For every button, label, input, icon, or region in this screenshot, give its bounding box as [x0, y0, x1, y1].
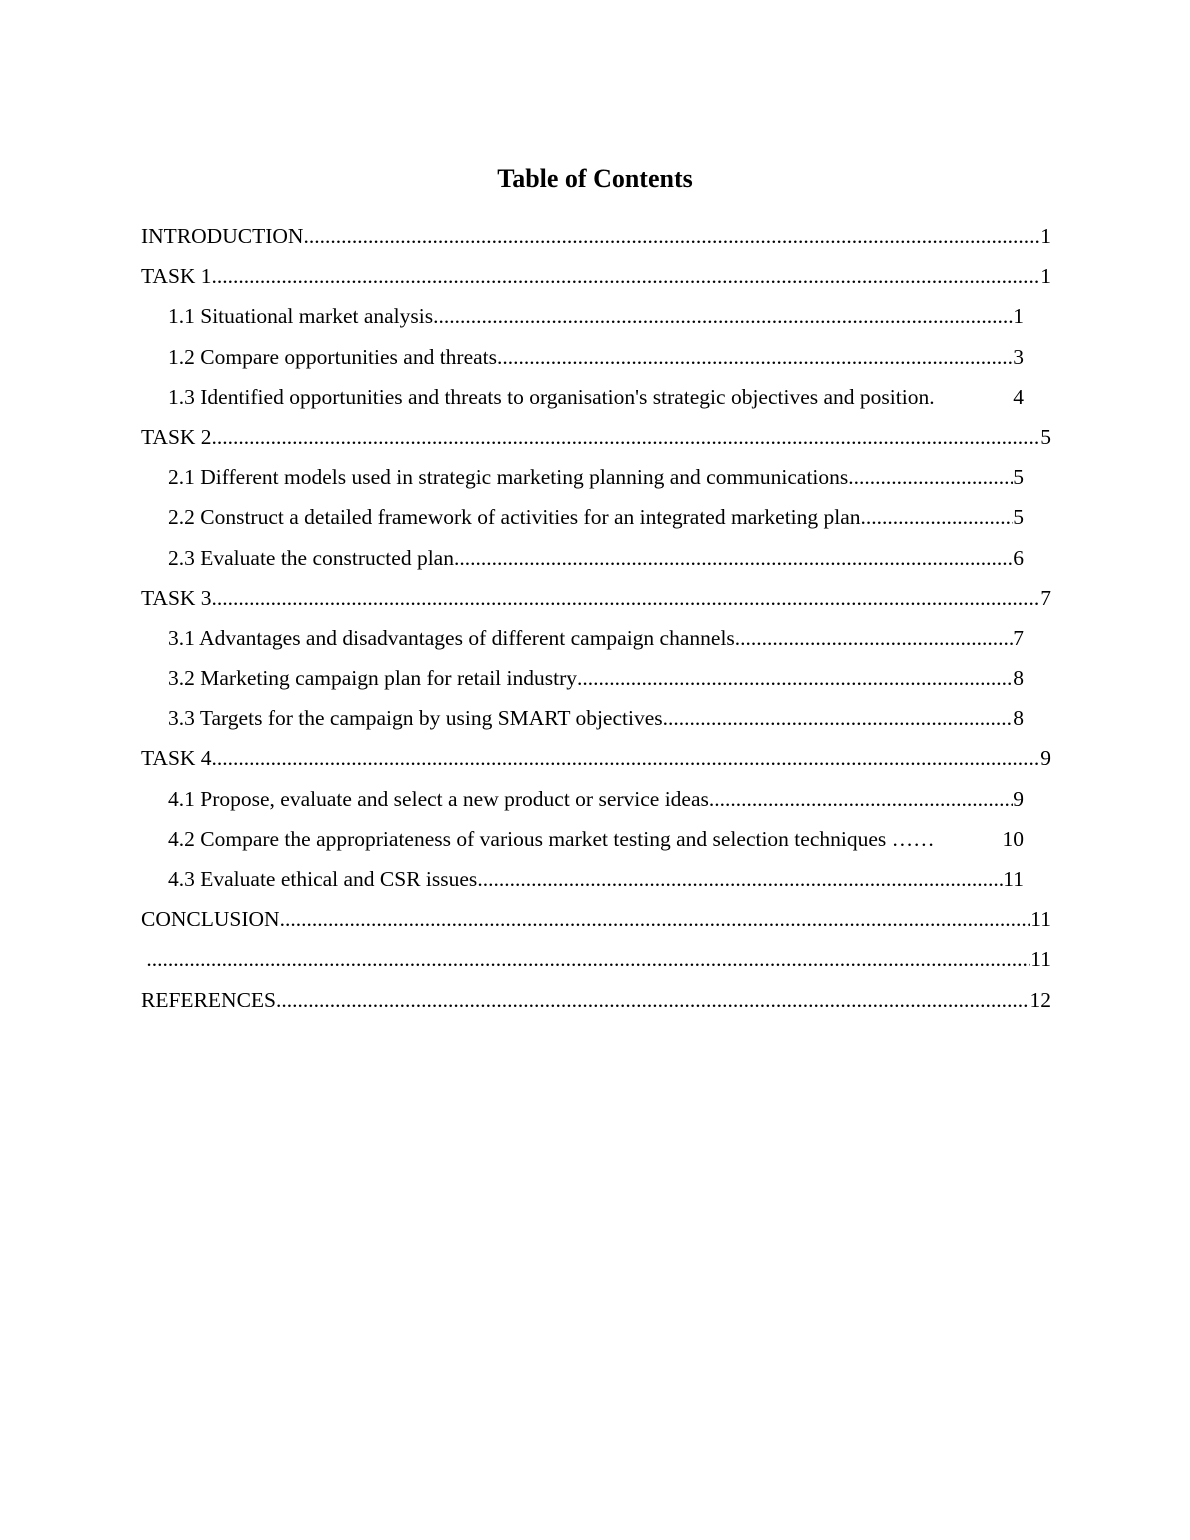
toc-entry-task-3[interactable]: [141, 578, 1051, 618]
toc-entry-3-2[interactable]: [168, 658, 1024, 698]
toc-entry-page: 7: [1013, 625, 1024, 650]
toc-entry-page: 11: [1030, 947, 1051, 972]
toc-entry-page: 4: [1013, 384, 1024, 409]
toc-entry-page: 5: [1040, 424, 1051, 449]
toc-entry-page: 3: [1013, 344, 1024, 369]
toc-entry-label: INTRODUCTION: [141, 224, 304, 248]
toc-entry-label: 4.1 Propose, evaluate and select a new product or service ideas: [168, 786, 709, 811]
toc-entry-1-2[interactable]: [168, 337, 1024, 377]
toc-entry-label: 2.2 Construct a detailed framework of activities for an integrated marketing plan: [168, 505, 861, 530]
toc-leader-dots: [454, 538, 1013, 578]
toc-entry-label: 3.3 Targets for the campaign by using SMART objectives: [168, 706, 663, 731]
toc-leader-dots: [433, 296, 1013, 336]
toc-entry-page: 5: [1013, 505, 1024, 530]
toc-entry-conclusion[interactable]: [141, 899, 1051, 939]
toc-entry-page: 11: [1030, 907, 1051, 932]
toc-leader-dots: [212, 578, 1041, 618]
toc-leader-dots: [861, 497, 1014, 537]
toc-entry-label: 1.1 Situational market analysis: [168, 304, 434, 329]
toc-entry-label: 4.3 Evaluate ethical and CSR issues: [168, 867, 478, 891]
toc-entry-untitled[interactable]: [141, 939, 1051, 979]
toc-leader-dots: [212, 738, 1041, 778]
toc-entry-label: 4.2 Compare the appropriateness of various market testing and selection techniques ……: [168, 826, 935, 851]
toc-entry-page: 1: [1040, 264, 1051, 289]
toc-leader-dots: [709, 779, 1013, 819]
toc-entry-label: 1.2 Compare opportunities and threats: [168, 344, 497, 369]
toc-entry-1-1[interactable]: [168, 296, 1024, 336]
toc-entry-label: 1.3 Identified opportunities and threats to organisation's strategic objectives and position.: [168, 384, 935, 409]
toc-leader-dots: [212, 256, 1041, 296]
toc-entry-label: TASK 1: [141, 264, 212, 289]
toc-leader-dots: [276, 980, 1030, 1020]
toc-leader-gap: [935, 819, 1003, 859]
toc-entry-2-2[interactable]: [168, 497, 1024, 537]
toc-entry-label: 3.1 Advantages and disadvantages of different campaign channels: [168, 625, 735, 650]
toc-entry-references[interactable]: [141, 980, 1051, 1020]
toc-entry-2-1[interactable]: [168, 457, 1024, 497]
toc-entry-page: 11: [1003, 867, 1024, 891]
toc-entry-introduction[interactable]: [141, 216, 1051, 256]
toc-leader-gap: [935, 377, 1014, 417]
toc-entry-page: 6: [1013, 545, 1024, 570]
toc-leader-dots: [303, 216, 1040, 256]
toc-entry-label: TASK 2: [141, 424, 212, 449]
toc-leader-dots: [663, 698, 1014, 738]
toc-entry-label: TASK 4: [141, 746, 212, 771]
toc-leader-dots: [577, 658, 1013, 698]
toc-entry-4-1[interactable]: [168, 779, 1024, 819]
toc-entry-page: 1: [1013, 304, 1024, 329]
toc-entry-page: 7: [1040, 585, 1051, 610]
toc-entry-task-2[interactable]: [141, 417, 1051, 457]
toc-entry-label: 2.1 Different models used in strategic marketing planning and communications.: [168, 465, 854, 490]
toc-entry-page: 1: [1040, 224, 1051, 248]
toc-leader-dots: [735, 618, 1013, 658]
toc-entry-page: 9: [1040, 746, 1051, 771]
toc-entry-1-3[interactable]: [168, 377, 1024, 417]
toc-leader-dots: [146, 939, 1030, 979]
toc-leader-dots: [212, 417, 1041, 457]
toc-entry-page: 8: [1013, 666, 1024, 691]
toc-entry-label: 3.2 Marketing campaign plan for retail industry: [168, 666, 577, 691]
toc-leader-dots: [497, 337, 1013, 377]
toc-leader-dots: [280, 899, 1031, 939]
toc-list: [0, 216, 1190, 1020]
toc-entry-label: TASK 3: [141, 585, 212, 610]
toc-entry-4-2[interactable]: [168, 819, 1024, 859]
toc-entry-page: 8: [1013, 706, 1024, 731]
toc-entry-label: REFERENCES: [141, 987, 276, 1012]
toc-entry-page: 9: [1013, 786, 1024, 811]
toc-entry-task-1[interactable]: [141, 256, 1051, 296]
toc-entry-task-4[interactable]: [141, 738, 1051, 778]
toc-entry-label: CONCLUSION: [141, 907, 280, 932]
toc-entry-page: 10: [1002, 826, 1024, 851]
toc-title: Table of Contents: [497, 164, 693, 193]
toc-entry-page: 12: [1029, 987, 1051, 1012]
toc-entry-3-1[interactable]: [168, 618, 1024, 658]
toc-entry-2-3[interactable]: [168, 538, 1024, 578]
toc-leader-dots: [477, 859, 1003, 899]
toc-leader-dots: [854, 457, 1014, 497]
toc-entry-label: 2.3 Evaluate the constructed plan: [168, 545, 454, 570]
toc-entry-page: 5: [1013, 465, 1024, 490]
toc-entry-3-3[interactable]: [168, 698, 1024, 738]
toc-entry-4-3[interactable]: [168, 859, 1024, 899]
